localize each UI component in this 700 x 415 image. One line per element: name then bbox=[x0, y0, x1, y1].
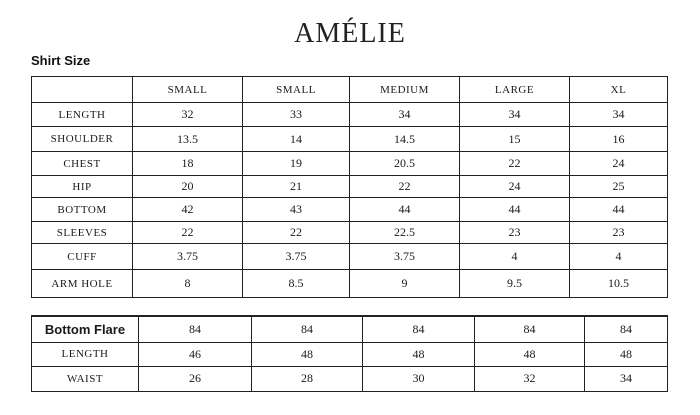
table-cell: 84 bbox=[363, 316, 475, 342]
table-cell: 3.75 bbox=[350, 244, 460, 270]
table-cell: 20.5 bbox=[350, 152, 460, 176]
table-row bbox=[32, 103, 668, 127]
table-cell: 4 bbox=[570, 244, 668, 270]
table-cell: 32 bbox=[475, 366, 585, 391]
table-cell: 18 bbox=[133, 152, 243, 176]
table-cell: 10.5 bbox=[570, 270, 668, 298]
size-header: SMALL bbox=[133, 77, 243, 103]
table-cell: 8.5 bbox=[243, 270, 350, 298]
table-cell: 25 bbox=[570, 176, 668, 198]
table-cell: 84 bbox=[585, 316, 668, 342]
table-cell: 14.5 bbox=[350, 127, 460, 152]
table-cell: 32 bbox=[133, 103, 243, 127]
table-cell: 21 bbox=[243, 176, 350, 198]
table-cell: 14 bbox=[243, 127, 350, 152]
table-cell: 20 bbox=[133, 176, 243, 198]
row-label: BOTTOM bbox=[32, 198, 133, 222]
table-cell: 13.5 bbox=[133, 127, 243, 152]
table-cell: 46 bbox=[139, 342, 252, 366]
size-header: MEDIUM bbox=[350, 77, 460, 103]
corner-cell bbox=[32, 77, 133, 103]
table-row bbox=[32, 152, 668, 176]
table-cell: 28 bbox=[252, 366, 363, 391]
table-cell: 8 bbox=[133, 270, 243, 298]
table-cell: 34 bbox=[460, 103, 570, 127]
size-header: LARGE bbox=[460, 77, 570, 103]
table-cell: 3.75 bbox=[243, 244, 350, 270]
row-label: CHEST bbox=[32, 152, 133, 176]
table-cell: 84 bbox=[252, 316, 363, 342]
table-row bbox=[32, 222, 668, 244]
table-cell: 3.75 bbox=[133, 244, 243, 270]
table-cell: 16 bbox=[570, 127, 668, 152]
table-cell: 48 bbox=[252, 342, 363, 366]
table-cell: 42 bbox=[133, 198, 243, 222]
size-header-row bbox=[32, 77, 668, 103]
table-cell: 48 bbox=[475, 342, 585, 366]
table-row bbox=[32, 198, 668, 222]
row-label: WAIST bbox=[32, 366, 139, 391]
table-cell: 4 bbox=[460, 244, 570, 270]
table-cell: 34 bbox=[585, 366, 668, 391]
table-cell: 30 bbox=[363, 366, 475, 391]
flare-header-label: Bottom Flare bbox=[32, 316, 139, 342]
table-cell: 26 bbox=[139, 366, 252, 391]
table-cell: 84 bbox=[139, 316, 252, 342]
row-label: ARM HOLE bbox=[32, 270, 133, 298]
table-cell: 19 bbox=[243, 152, 350, 176]
row-label: SLEEVES bbox=[32, 222, 133, 244]
table-cell: 22 bbox=[133, 222, 243, 244]
table-cell: 48 bbox=[363, 342, 475, 366]
table-cell: 48 bbox=[585, 342, 668, 366]
table-row bbox=[32, 127, 668, 152]
brand-logo: AMÉLIE bbox=[294, 18, 406, 49]
table-cell: 23 bbox=[460, 222, 570, 244]
row-label: HIP bbox=[32, 176, 133, 198]
section-title: Shirt Size bbox=[31, 53, 91, 68]
table-cell: 44 bbox=[570, 198, 668, 222]
flare-header-row bbox=[32, 316, 668, 342]
table-cell: 34 bbox=[570, 103, 668, 127]
table-cell: 84 bbox=[475, 316, 585, 342]
table-cell: 9.5 bbox=[460, 270, 570, 298]
table-cell: 15 bbox=[460, 127, 570, 152]
table-row bbox=[32, 342, 668, 366]
table-row bbox=[32, 270, 668, 298]
table-row bbox=[32, 176, 668, 198]
table-cell: 24 bbox=[460, 176, 570, 198]
table-cell: 33 bbox=[243, 103, 350, 127]
table-cell: 22 bbox=[460, 152, 570, 176]
size-header: XL bbox=[570, 77, 668, 103]
row-label: LENGTH bbox=[32, 103, 133, 127]
table-cell: 23 bbox=[570, 222, 668, 244]
table-cell: 22 bbox=[350, 176, 460, 198]
table-cell: 22.5 bbox=[350, 222, 460, 244]
table-row bbox=[32, 366, 668, 391]
table-cell: 43 bbox=[243, 198, 350, 222]
table-cell: 44 bbox=[350, 198, 460, 222]
table-cell: 22 bbox=[243, 222, 350, 244]
table-cell: 24 bbox=[570, 152, 668, 176]
table-cell: 9 bbox=[350, 270, 460, 298]
row-label: SHOULDER bbox=[32, 127, 133, 152]
row-label: LENGTH bbox=[32, 342, 139, 366]
row-label: CUFF bbox=[32, 244, 133, 270]
table-cell: 44 bbox=[460, 198, 570, 222]
bottom-flare-table bbox=[31, 315, 668, 392]
size-table bbox=[31, 76, 668, 298]
table-row bbox=[32, 244, 668, 270]
table-cell: 34 bbox=[350, 103, 460, 127]
size-header: SMALL bbox=[243, 77, 350, 103]
